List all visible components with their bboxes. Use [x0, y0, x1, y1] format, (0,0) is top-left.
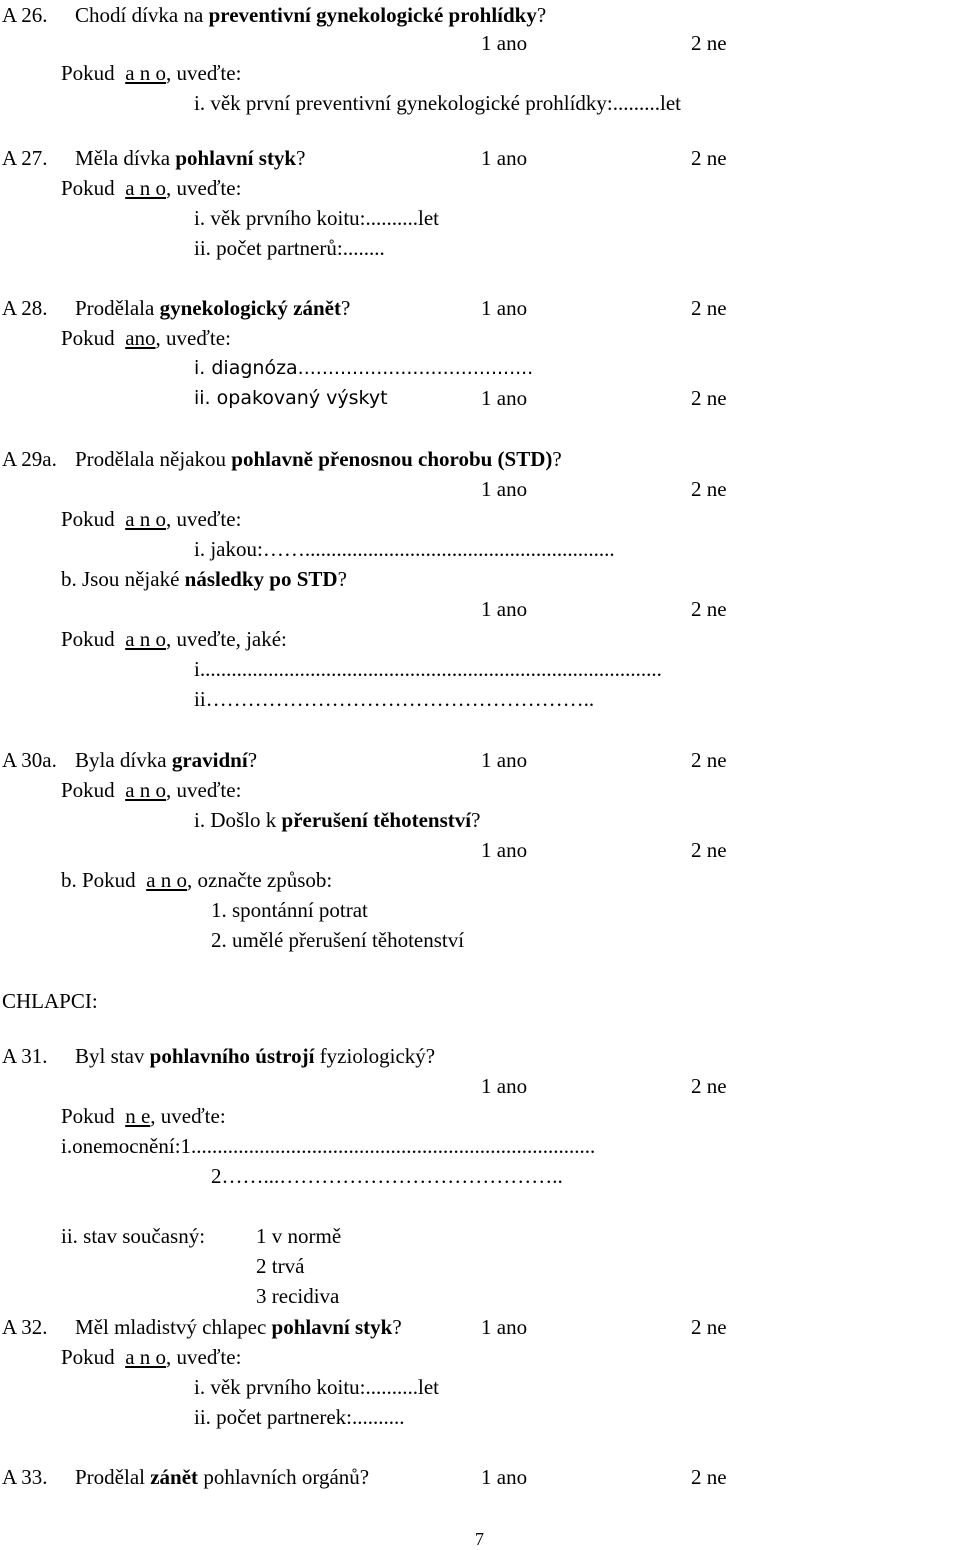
- answer-yes[interactable]: 1 ano: [481, 1465, 528, 1489]
- q31-state-label: ii. stav současný:: [61, 1224, 206, 1248]
- answer-no[interactable]: 2 ne: [691, 1465, 727, 1489]
- q27-number: A 27.: [2, 146, 48, 170]
- answer-yes[interactable]: 1 ano: [481, 1315, 528, 1339]
- q31-number: A 31.: [2, 1044, 48, 1068]
- q33-number: A 33.: [2, 1465, 48, 1489]
- q26-question: Chodí dívka na preventivní gynekologické prohlídky?: [75, 3, 547, 27]
- answer-no[interactable]: 2 ne: [691, 748, 727, 772]
- q28-question: Prodělala gynekologický zánět?: [75, 296, 351, 320]
- answer-no[interactable]: 2 ne: [691, 477, 727, 501]
- answer-yes[interactable]: 1 ano: [481, 838, 528, 862]
- answer-no[interactable]: 2 ne: [691, 1074, 727, 1098]
- page-number: 7: [475, 1529, 484, 1549]
- q27-question: Měla dívka pohlavní styk?: [75, 146, 306, 170]
- q32-number: A 32.: [2, 1315, 48, 1339]
- answer-yes[interactable]: 1 ano: [481, 1074, 528, 1098]
- q28-recurrence-label: ii. opakovaný výskyt: [194, 387, 388, 409]
- answer-no[interactable]: 2 ne: [691, 597, 727, 621]
- answer-no[interactable]: 2 ne: [691, 296, 727, 320]
- q31-question: Byl stav pohlavního ústrojí fyziologický?: [75, 1044, 436, 1068]
- answer-yes[interactable]: 1 ano: [481, 296, 528, 320]
- answer-no[interactable]: 2 ne: [691, 146, 727, 170]
- q32-question: Měl mladistvý chlapec pohlavní styk?: [75, 1315, 402, 1339]
- q30-question: Byla dívka gravidní?: [75, 748, 258, 772]
- q29b-question: b. Jsou nějaké následky po STD?: [61, 567, 347, 591]
- answer-no[interactable]: 2 ne: [691, 31, 727, 55]
- q29-number: A 29a.: [2, 447, 57, 471]
- q28-number: A 28.: [2, 296, 48, 320]
- answer-yes[interactable]: 1 ano: [481, 31, 528, 55]
- answer-no[interactable]: 2 ne: [691, 386, 727, 410]
- q31-state-option-1[interactable]: 1 v normě: [256, 1224, 342, 1248]
- answer-yes[interactable]: 1 ano: [481, 386, 528, 410]
- q26-number: A 26.: [2, 3, 48, 27]
- q29-question: Prodělala nějakou pohlavně přenosnou chorobu (STD)?: [75, 447, 562, 471]
- q30-number: A 30a.: [2, 748, 57, 772]
- answer-yes[interactable]: 1 ano: [481, 477, 528, 501]
- answer-yes[interactable]: 1 ano: [481, 748, 528, 772]
- answer-yes[interactable]: 1 ano: [481, 146, 528, 170]
- answer-no[interactable]: 2 ne: [691, 838, 727, 862]
- answer-no[interactable]: 2 ne: [691, 1315, 727, 1339]
- q33-question: Prodělal zánět pohlavních orgánů?: [75, 1465, 370, 1489]
- answer-yes[interactable]: 1 ano: [481, 597, 528, 621]
